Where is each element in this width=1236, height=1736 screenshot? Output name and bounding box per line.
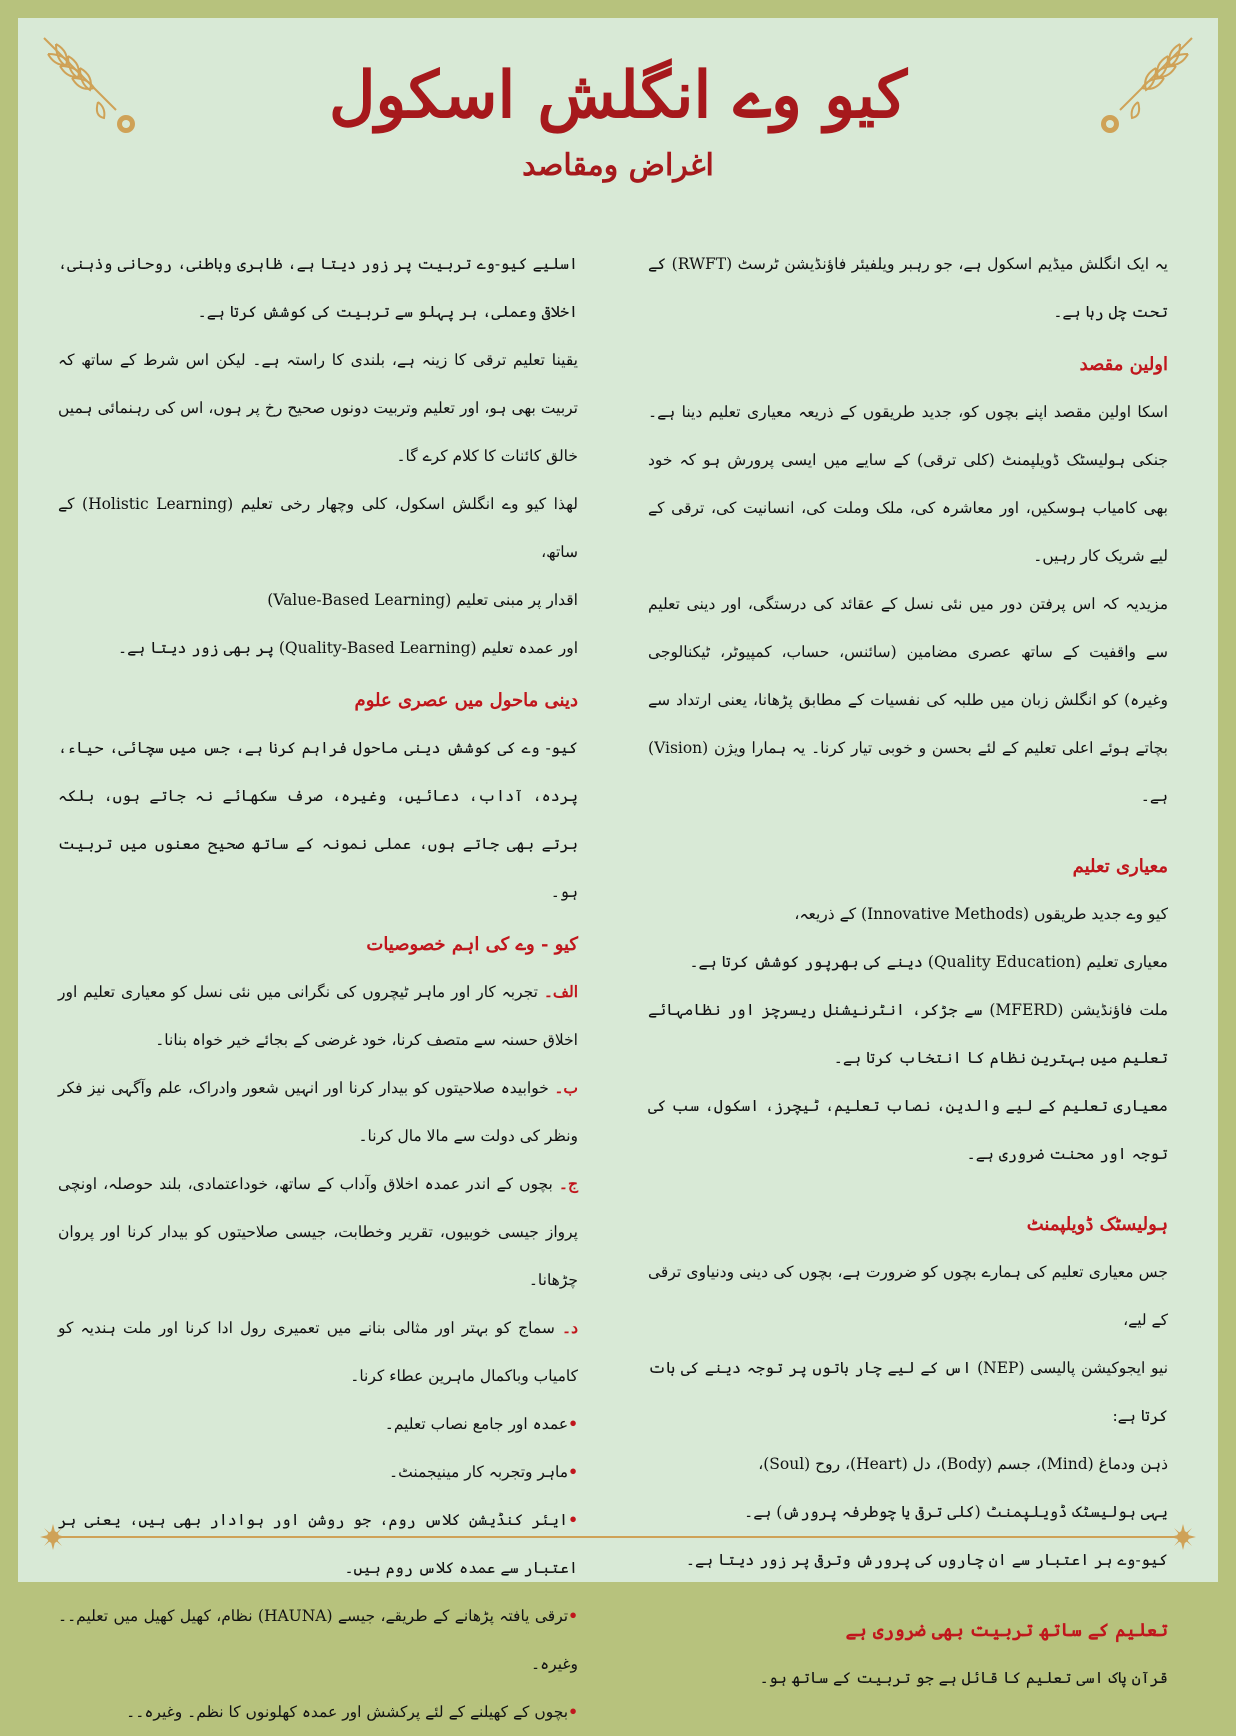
paragraph: جس معیاری تعلیم کی ہمارے بچوں کو ضرورت ہے، بچوں کی دینی ودنیاوی ترقی کے لیے، — [648, 1263, 1168, 1329]
paragraph: اقدار پر مبنی تعلیم (Value-Based Learning) — [267, 591, 578, 609]
paragraph: یقینا تعلیم ترقی کا زینہ ہے، بلندی کا راستہ ہے۔ لیکن اس شرط کے ساتھ کہ تربیت بھی ہو، اور تعلیم وتربیت دونوں صحیح رخ پر ہوں، اس کی رہنمائی ہمیں خالق کائنات کا کلام کرے گا۔ — [58, 351, 578, 465]
section-heading: ہولیسٹک ڈویلپمنٹ — [1026, 1214, 1168, 1235]
feature-text: بچوں کے اندر عمدہ اخلاق وآداب کے ساتھ، خوداعتمادی، بلند حوصلہ، اونچی پرواز جیسی خوبیوں، تقریر وخطابت، جیسی صلاحیتوں کو بیدار کرنا اور پروان چڑھانا۔ — [58, 1175, 578, 1289]
bullet-text: ماہر وتجربہ کار مینیجمنٹ۔ — [389, 1463, 569, 1481]
paragraph: ملت فاؤنڈیشن (MFERD) سے جڑکر، انٹرنیشنل ریسرچز اور نظامہائے تعلیم میں بہترین نظام کا انتخاب کرتا ہے۔ — [648, 1001, 1168, 1067]
paragraph: اسکا اولین مقصد اپنے بچوں کو، جدید طریقوں کے ذریعہ معیاری تعلیم دینا ہے۔ جنکی ہولیسٹک ڈویلپمنٹ (کلی ترقی) کے سایے میں ایسی پرورش ہو کہ خود بھی کامیاب ہوسکیں، اور معاشرہ کی، ملک وملت کی، انسانیت کی، ترقی کے لیے شریک کار رہیں۔ — [648, 403, 1168, 565]
feature-label: ب۔ — [554, 1078, 578, 1097]
paragraph: کیو-وے ہر اعتبار سے ان چاروں کی پرورش وترقی پر زور دیتا ہے۔ — [685, 1551, 1168, 1569]
paragraph: کیو- وے کی کوشش دینی ماحول فراہم کرنا ہے، جس میں سچائی، حیاء، پردہ، آداب، دعائیں، وغیرہ، صرف سکھائے نہ جاتے ہوں، بلکہ برتے بھی جاتے ہوں، عملی نمونہ کے ساتھ صحیح معنوں میں تربیت ہو۔ — [58, 739, 578, 901]
bullet-item — [58, 1496, 578, 1592]
spacer — [648, 1584, 1168, 1602]
feature-label: الف۔ — [543, 982, 578, 1001]
feature-label: د۔ — [562, 1318, 578, 1337]
bullet-icon: • — [568, 1414, 578, 1433]
feature-text: خوابیدہ صلاحیتوں کو بیدار کرنا اور انہیں شعور وادراک، علم وآگہی نیز فکر ونظر کی دولت سے مالا مال کرنا۔ — [58, 1079, 578, 1145]
page — [18, 18, 1218, 1721]
bullet-icon: • — [568, 1702, 578, 1721]
section-heading: معیاری تعلیم — [1072, 856, 1168, 877]
paragraph: اور عمدہ تعلیم (Quality-Based Learning) پر بھی زور دیتا ہے۔ — [117, 639, 578, 657]
paragraph: لھذا کیو وے انگلش اسکول، کلی وچھار رخی تعلیم (Holistic Learning) کے ساتھ، — [58, 495, 578, 561]
sun-icon — [1170, 1524, 1196, 1550]
bullet-icon: • — [568, 1510, 578, 1529]
right-column — [648, 240, 1168, 1702]
section-heading: اولین مقصد — [1079, 354, 1168, 375]
paragraph: معیاری تعلیم (Quality Education) دینے کی بھرپور کوشش کرتا ہے۔ — [689, 953, 1168, 971]
left-column — [58, 240, 578, 1736]
page-subtitle: اغراض ومقاصد — [522, 148, 714, 183]
feature-item — [58, 1160, 578, 1304]
paragraph: ذہن ودماغ (Mind)، جسم (Body)، دل (Heart)، روح (Soul)، — [758, 1455, 1168, 1473]
intro-paragraph: یہ ایک انگلش میڈیم اسکول ہے، جو رہبر ویلفیئر فاؤنڈیشن ٹرسٹ (RWFT) کے تحت چل رہا ہے۔ — [648, 255, 1168, 321]
paragraph: یہی ہولیسٹک ڈویلپمنٹ (کلی ترقی یا چوطرفہ پرورش) ہے۔ — [744, 1503, 1168, 1521]
feature-item — [58, 968, 578, 1064]
feature-text: سماج کو بہتر اور مثالی بنانے میں تعمیری رول ادا کرنا اور ملت ہندیہ کو کامیاب وباکمال ماہرین عطاء کرنا۔ — [58, 1319, 578, 1385]
bullet-icon: • — [568, 1462, 578, 1481]
spacer — [648, 1178, 1168, 1196]
bullet-text: ترقی یافتہ پڑھانے کے طریقے، جیسے (HAUNA) نظام، کھیل کھیل میں تعلیم۔۔ وغیرہ۔ — [58, 1607, 578, 1673]
paragraph: معیاری تعلیم کے لیے والدین، نصاب تعلیم، ٹیچرز، اسکول، سب کی توجہ اور محنت ضروری ہے۔ — [648, 1097, 1168, 1163]
bullet-item — [58, 1400, 578, 1448]
paragraph: اسلیے کیو-وے تربیت پر زور دیتا ہے، ظاہری وباطنی، روحانی وذہنی، اخلاقی وعملی، ہر پہلو سے تربیت کی کوشش کرتا ہے۔ — [58, 255, 578, 321]
section-heading: دینی ماحول میں عصری علوم — [354, 690, 578, 711]
page-title: کیو وے انگلش اسکول — [328, 58, 908, 133]
section-heading: تعلیم کے ساتھ تربیت بھی ضروری ہے — [845, 1620, 1168, 1641]
paragraph: نیو ایجوکیشن پالیسی (NEP) اس کے لیے چار باتوں پر توجہ دینے کی بات کرتا ہے: — [648, 1359, 1169, 1425]
bullet-text: بچوں کے کھیلنے کے لئے پرکشش اور عمدہ کھلونوں کا نظم۔ وغیرہ۔۔ — [126, 1703, 569, 1721]
feature-item — [58, 1304, 578, 1400]
bullet-text: عمدہ اور جامع نصاب تعلیم۔ — [384, 1415, 569, 1433]
paragraph: کیو وے جدید طریقوں (Innovative Methods) کے ذریعہ، — [794, 905, 1168, 923]
bullet-item — [58, 1592, 578, 1688]
bullet-icon: • — [568, 1606, 578, 1625]
paragraph: مزیدیہ کہ اس پرفتن دور میں نئی نسل کے عقائد کی درستگی، اور دینی تعلیم سے واقفیت کے ساتھ عصری مضامین (سائنس، حساب، کمپیوٹر، ٹیکنالوجی وغیرہ) کو انگلش زبان میں طلبہ کی نفسیات کے مطابق پڑھانا، یعنی ارتداد سے بچاتے ہوئے اعلی تعلیم کے لئے بحسن و خوبی تیار کرنا۔ یہ ہمارا ویژن (Vision) ہے۔ — [648, 595, 1168, 805]
feature-text: تجربہ کار اور ماہر ٹیچروں کی نگرانی میں نئی نسل کو معیاری تعلیم اور اخلاق حسنہ سے متصف کرنا، خود غرضی کے بجائے خیر خواہ بنانا۔ — [58, 983, 578, 1049]
footer-divider — [56, 1536, 1180, 1538]
bullet-text: ایئر کنڈیشن کلاس روم، جو روشن اور ہوادار بھی ہیں، یعنی ہر اعتبار سے عمدہ کلاس روم ہیں۔ — [58, 1511, 578, 1577]
bullet-item — [58, 1448, 578, 1496]
paragraph: قرآن پاک اسی تعلیم کا قائل ہے جو تربیت کے ساتھ ہو۔ — [759, 1669, 1168, 1687]
sun-icon — [40, 1524, 66, 1550]
bullet-item — [58, 1688, 578, 1736]
section-heading: کیو - وے کی اہم خصوصیات — [366, 934, 578, 955]
spacer — [648, 820, 1168, 838]
feature-item — [58, 1064, 578, 1160]
feature-label: ج۔ — [558, 1174, 578, 1193]
